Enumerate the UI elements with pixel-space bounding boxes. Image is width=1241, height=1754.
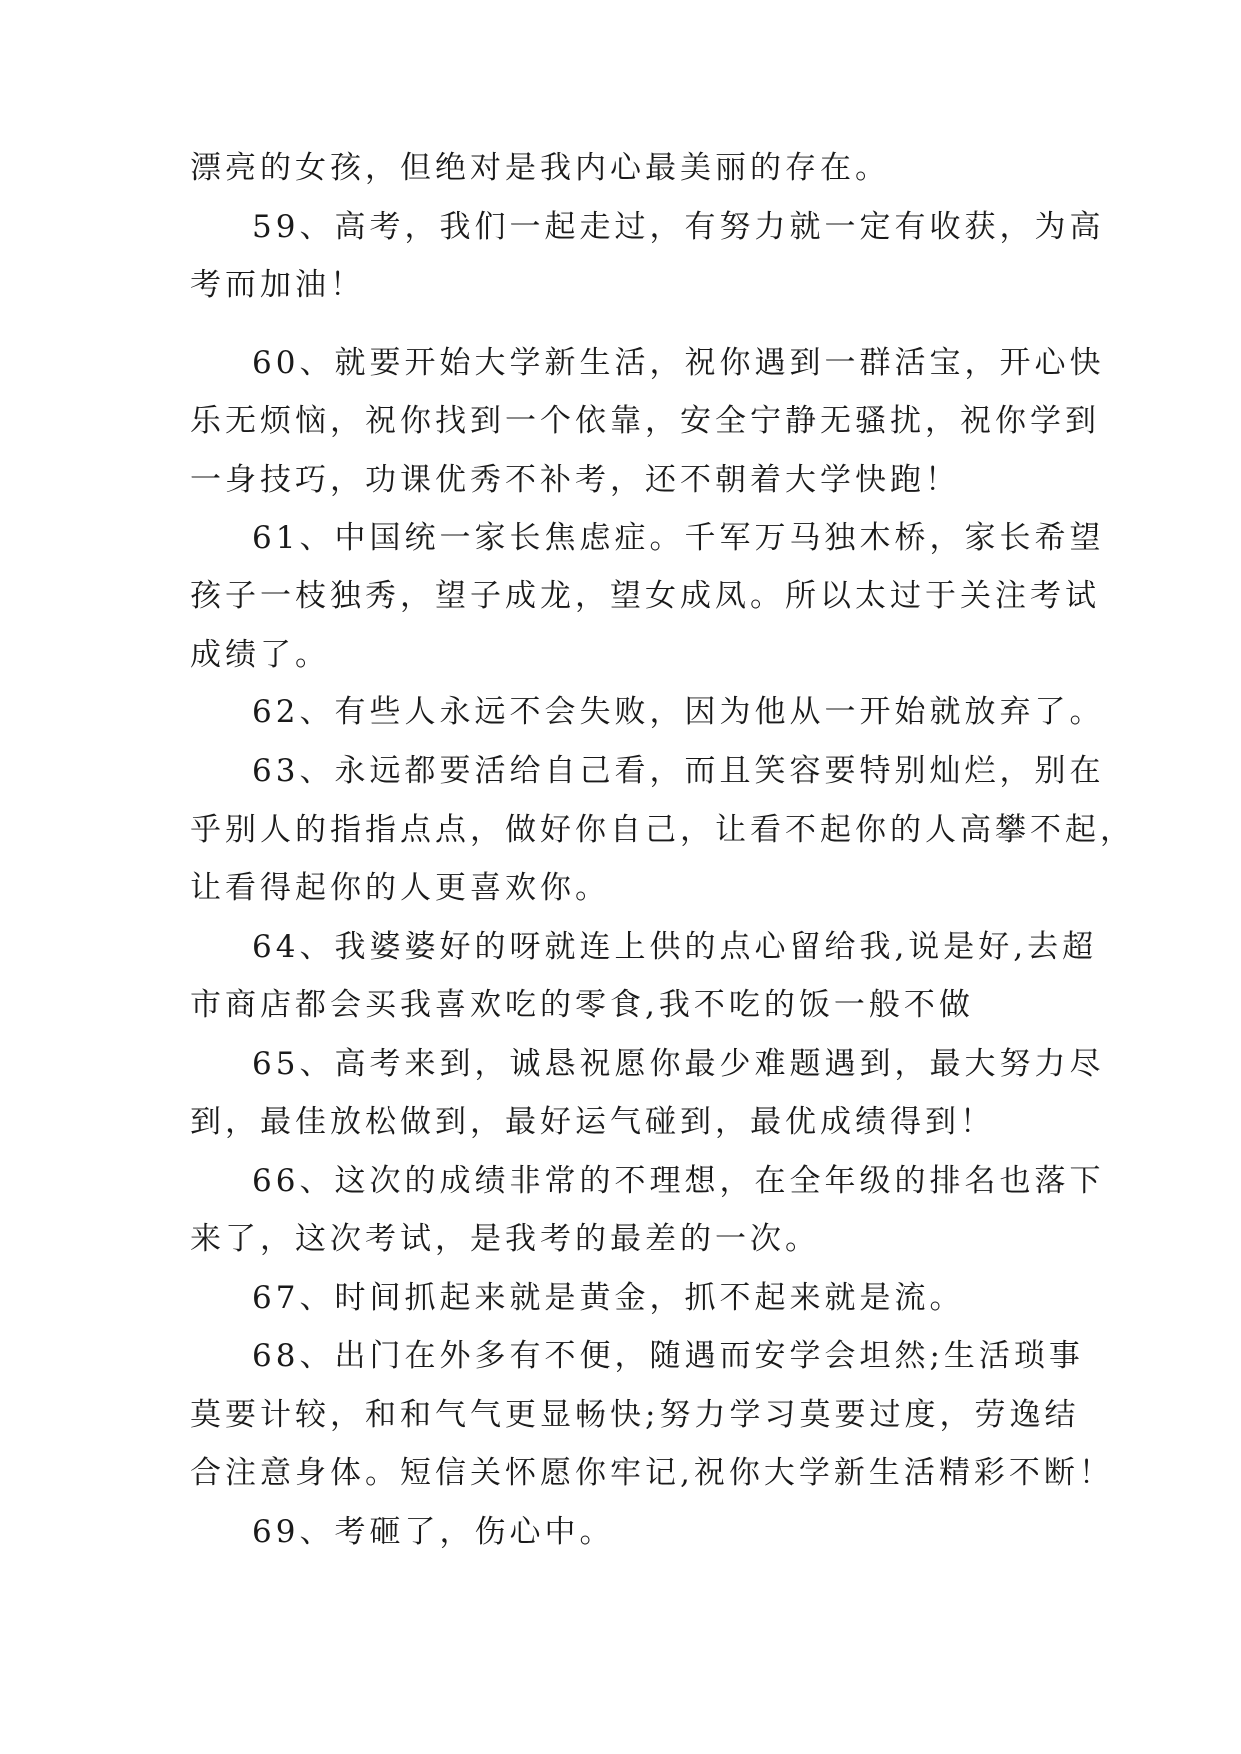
text-line: 一身技巧，功课优秀不补考，还不朝着大学快跑！ — [190, 462, 960, 498]
text-line: 来了，这次考试，是我考的最差的一次。 — [190, 1221, 820, 1257]
text-line: 让看得起你的人更喜欢你。 — [190, 870, 610, 906]
text-line: 合注意身体。短信关怀愿你牢记,祝你大学新生活精彩不断！ — [190, 1455, 1114, 1491]
text-line: 孩子一枝独秀，望子成龙，望女成凤。所以太过于关注考试 — [190, 578, 1100, 614]
text-line: 59、高考，我们一起走过，有努力就一定有收获，为高 — [252, 209, 1105, 245]
text-line: 乐无烦恼，祝你找到一个依靠，安全宁静无骚扰，祝你学到 — [190, 403, 1100, 439]
text-line: 市商店都会买我喜欢吃的零食,我不吃的饭一般不做 — [190, 987, 974, 1023]
text-line: 莫要计较，和和气气更显畅快;努力学习莫要过度，劳逸结 — [190, 1397, 1080, 1433]
text-line: 成绩了。 — [190, 637, 330, 673]
text-line: 63、永远都要活给自己看，而且笑容要特别灿烂，别在 — [252, 753, 1105, 789]
text-line: 乎别人的指指点点，做好你自己，让看不起你的人高攀不起， — [190, 812, 1135, 848]
text-line: 66、这次的成绩非常的不理想，在全年级的排名也落下 — [252, 1163, 1105, 1199]
text-line: 61、中国统一家长焦虑症。千军万马独木桥，家长希望 — [252, 520, 1105, 556]
text-line: 考而加油！ — [190, 267, 365, 303]
text-line: 到，最佳放松做到，最好运气碰到，最优成绩得到！ — [190, 1104, 995, 1140]
text-line: 64、我婆婆好的呀就连上供的点心留给我,说是好,去超 — [252, 929, 1098, 965]
text-line: 62、有些人永远不会失败，因为他从一开始就放弃了。 — [252, 694, 1105, 730]
text-line: 67、时间抓起来就是黄金，抓不起来就是流。 — [252, 1280, 965, 1316]
text-line: 65、高考来到，诚恳祝愿你最少难题遇到，最大努力尽 — [252, 1046, 1105, 1082]
text-line: 60、就要开始大学新生活，祝你遇到一群活宝，开心快 — [252, 345, 1105, 381]
text-line: 69、考砸了，伤心中。 — [252, 1514, 615, 1550]
text-line: 漂亮的女孩，但绝对是我内心最美丽的存在。 — [190, 150, 890, 186]
text-line: 68、出门在外多有不便，随遇而安学会坦然;生活琐事 — [252, 1338, 1084, 1374]
